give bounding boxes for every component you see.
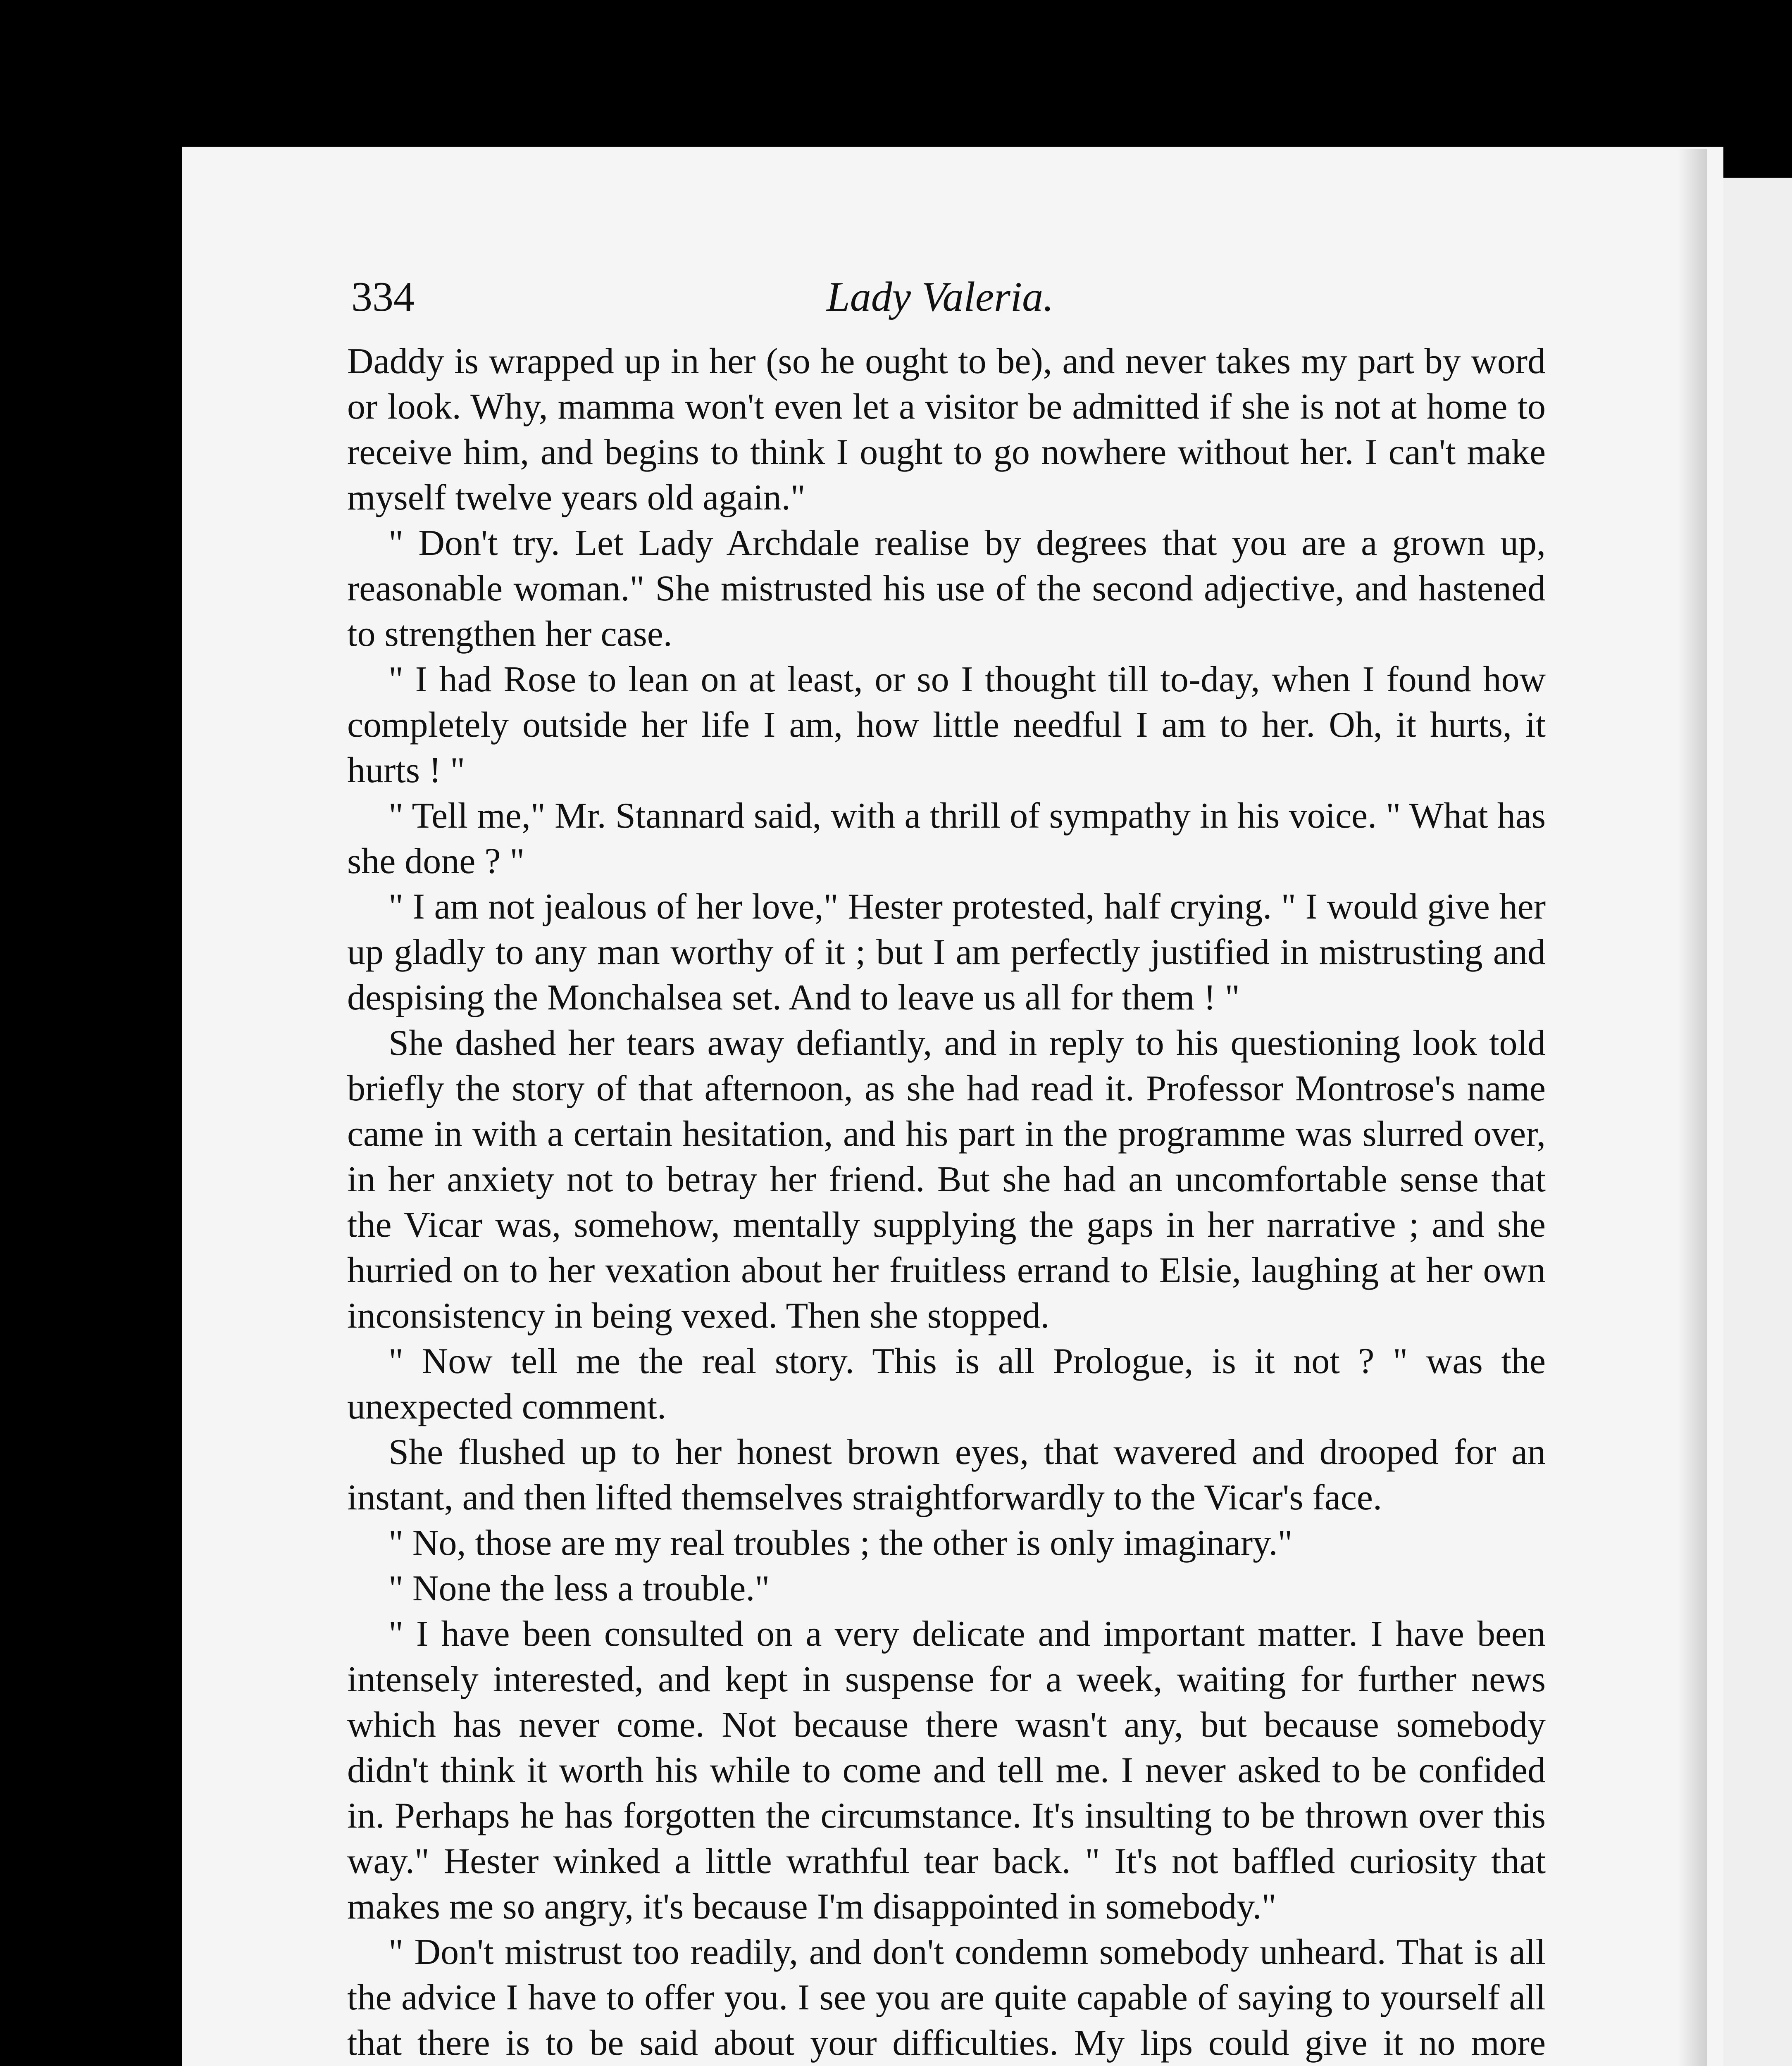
paragraph: " Now tell me the real story. This is all Prologue, is it not ? " was the unexpected comment. — [347, 1341, 1546, 1427]
page-gutter-shadow — [1678, 149, 1707, 2066]
page-header — [351, 273, 1546, 326]
paragraph: " I had Rose to lean on at least, or so I thought till to-day, when I found how completely outside her life I am, how little needful I am to her. Oh, it hurts, it hurts ! " — [347, 659, 1546, 790]
paragraph: " Don't mistrust too readily, and don't condemn somebody unheard. That is all the advice I have to offer you. I see you are quite capable of saying to yourself all that there is to be said about your difficulties. My lips could give it no more — [347, 1932, 1546, 2063]
paragraph: She flushed up to her honest brown eyes, that wavered and drooped for an instant, and then lifted themselves straightforwardly to the Vicar's face. — [347, 1432, 1546, 1518]
paragraph: " I am not jealous of her love," Hester protested, half crying. " I would give her up gladly to any man worthy of it ; but I am perfectly justified in mistrusting and despising the Monchalsea set. And to leave us all for them ! " — [347, 887, 1546, 1018]
paragraph: " I have been consulted on a very delicate and important matter. I have been intensely interested, and kept in suspense for a week, waiting for further news which has never come. Not because there wasn't any, but because somebody didn't think it worth his while to come and tell me. I never asked to be confided in. Perhaps he has forgotten the circumstance. It's insulting to be thrown over this way." Hester winked a little wrathful tear back. " It's not baffled curiosity that makes me so angry, it's because I'm disappointed in somebody." — [347, 1614, 1546, 1927]
body-text — [347, 339, 1546, 2066]
paragraph: Daddy is wrapped up in her (so he ought to be), and never takes my part by word or look. Why, mamma won't even let a visitor be admitted if she is not at home to receive him, and begins to think I ought to go nowhere without her. I can't make myself twelve years old again." — [347, 341, 1546, 518]
paragraph: " Don't try. Let Lady Archdale realise by degrees that you are a grown up, reasonable woman." She mistrusted his use of the second adjective, and hastened to strengthen her case. — [347, 523, 1546, 654]
paragraph: " None the less a trouble." — [388, 1569, 770, 1609]
paragraph: " Tell me," Mr. Stannard said, with a thrill of sympathy in his voice. " What has she done ? " — [347, 796, 1546, 881]
paragraph: " No, those are my real troubles ; the other is only imaginary." — [388, 1523, 1293, 1563]
paragraph: She dashed her tears away defiantly, and in reply to his questioning look told briefly the story of that afternoon, as she had read it. Professor Montrose's name came in with a certain hesitation, and his part in the programme was slurred over, in her anxiety not to betray her friend. But she had an uncomfortable sense that the Vicar was, somehow, mentally supplying the gaps in her narrative ; and she hurried on to her vexation about her fruitless errand to Elsie, laughing at her own inconsistency in being vexed. Then she stopped. — [347, 1023, 1546, 1336]
running-title: Lady Valeria. — [827, 274, 1054, 320]
page-number: 334 — [351, 274, 415, 320]
